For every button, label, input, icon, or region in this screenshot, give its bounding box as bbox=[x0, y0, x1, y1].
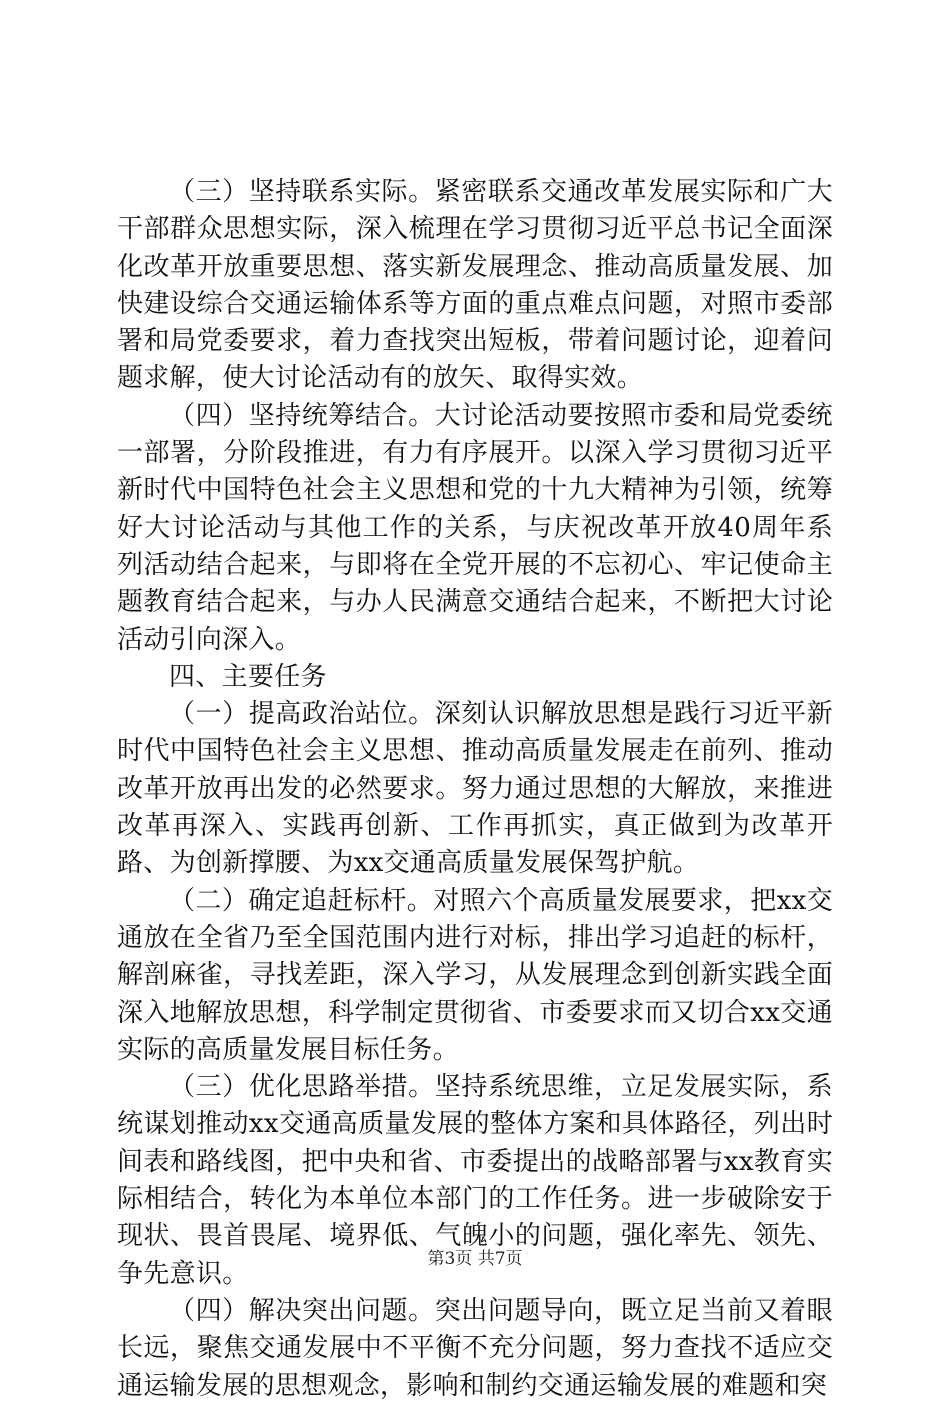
paragraph-task-4: （四）解决突出问题。突出问题导向，既立足当前又着眼长远，聚焦交通发展中不平衡不充分问题，努力查找不适应交通运输发展的思想观念，影响和制约交通运输发展的难题和突 bbox=[117, 1295, 833, 1401]
paragraph-principle-4: （四）坚持统筹结合。大讨论活动要按照市委和局党委统一部署，分阶段推进，有力有序展开。以深入学习贯彻习近平新时代中国特色社会主义思想和党的十九大精神为引领，统筹好大讨论活动与其他工作的关系，与庆祝改革开放40周年系列活动结合起来，与即将在全党开展的不忘初心、牢记使命主题教育结合起来，与办人民满意交通结合起来，不断把大讨论活动引向深入。 bbox=[117, 400, 833, 655]
paragraph-task-2: （二）确定追赶标杆。对照六个高质量发展要求，把xx交通放在全省乃至全国范围内进行对标，排出学习追赶的标杆，解剖麻雀，寻找差距，深入学习，从发展理念到创新实践全面深入地解放思想，科学制定贯彻省、市委要求而又切合xx交通实际的高质量发展目标任务。 bbox=[117, 885, 833, 1065]
paragraph-task-3: （三）优化思路举措。坚持系统思维，立足发展实际，系统谋划推动xx交通高质量发展的整体方案和具体路径，列出时间表和路线图，把中央和省、市委提出的战略部署与xx教育实际相结合，转化为本单位本部门的工作任务。进一步破除安于现状、畏首畏尾、境界低、气魄小的问题，强化率先、领先、争先意识。 bbox=[117, 1072, 833, 1289]
paragraph-principle-3: （三）坚持联系实际。紧密联系交通改革发展实际和广大干部群众思想实际，深入梳理在学习贯彻习近平总书记全面深化改革开放重要思想、落实新发展理念、推动高质量发展、加快建设综合交通运输体系等方面的重点难点问题，对照市委部署和局党委要求，着力查找突出短板，带着问题讨论，迎着问题求解，使大讨论活动有的放矢、取得实效。 bbox=[117, 177, 833, 394]
page-footer bbox=[0, 1244, 950, 1269]
paragraph-task-1: （一）提高政治站位。深刻认识解放思想是践行习近平新时代中国特色社会主义思想、推动高质量发展走在前列、推动改革开放再出发的必然要求。努力通过思想的大解放，来推进改革再深入、实践再创新、工作再抓实，真正做到为改革开路、为创新撑腰、为xx交通高质量发展保驾护航。 bbox=[117, 699, 833, 879]
page-number: 第3页 共7页 bbox=[427, 1249, 523, 1269]
section-heading-main-tasks: 四、主要任务 bbox=[169, 661, 327, 692]
document-body bbox=[117, 174, 833, 1405]
